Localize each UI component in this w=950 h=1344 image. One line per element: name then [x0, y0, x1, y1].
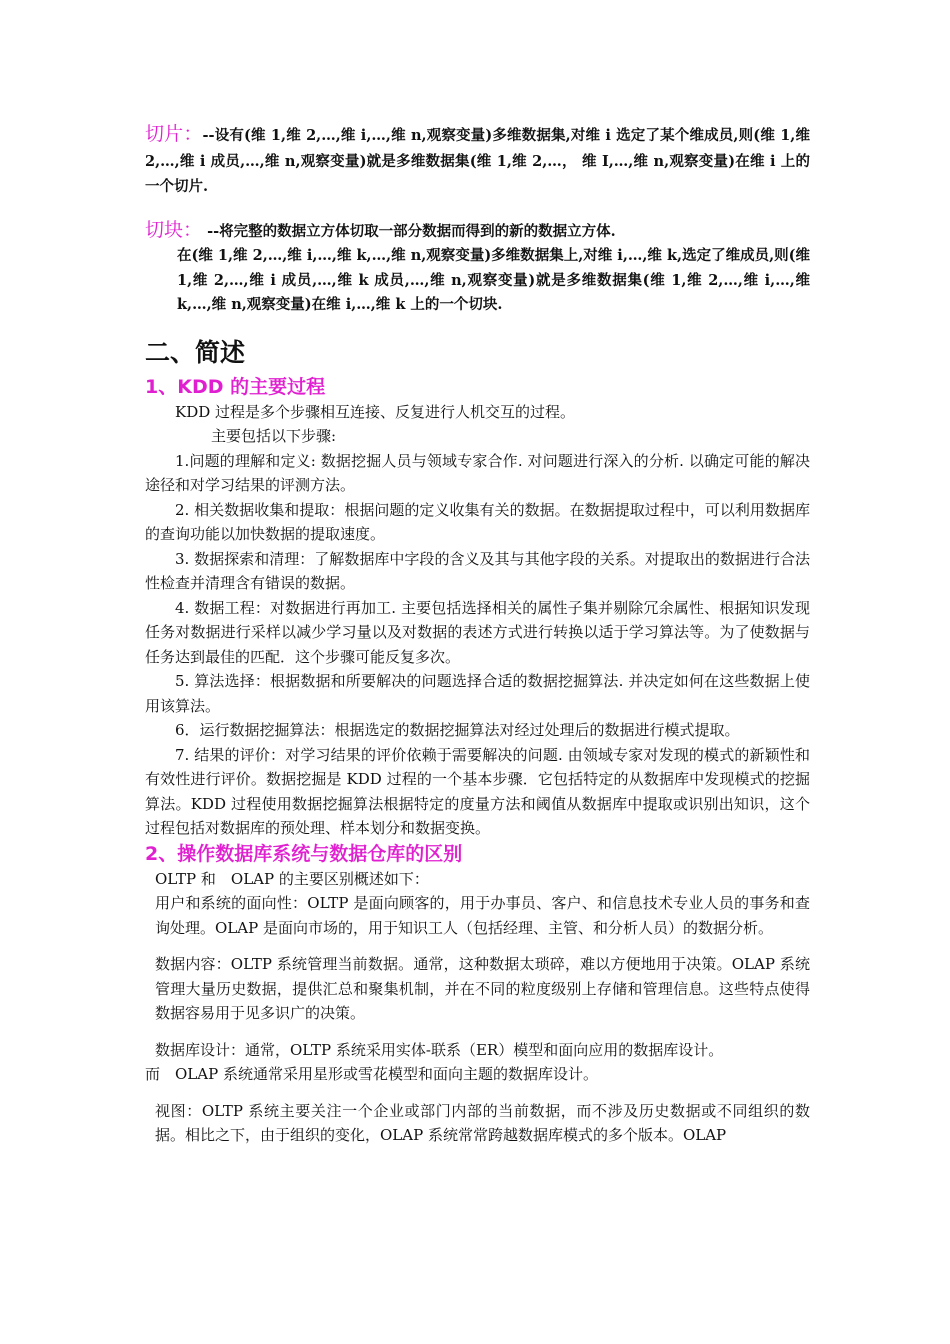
slice-label: 切片：: [145, 123, 203, 145]
oltp-intro: OLTP 和 OLAP 的主要区别概述如下：: [155, 869, 429, 888]
slice-definition: [145, 122, 810, 200]
kdd-step-6: 6．运行数据挖掘算法：根据选定的数据挖掘算法对经过处理后的数据进行模式提取。: [175, 721, 740, 739]
kdd-step-2: 2. 相关数据收集和提取：根据问题的定义收集有关的数据。在数据提取过程中，可以利用数据库的查询功能以加快数据的提取速度。: [145, 500, 810, 543]
dice-definition-line: [145, 218, 810, 245]
oltp-view: 视图：OLTP 系统主要关注一个企业或部门内部的当前数据，而不涉及历史数据或不同组织的数据。相比之下，由于组织的变化，OLAP 系统常常跨越数据库模式的多个版本。OLAP: [155, 1101, 810, 1144]
kdd-step-4: 4. 数据工程：对数据进行再加工. 主要包括选择相关的属性子集并剔除冗余属性、根据知识发现任务对数据进行采样以减少学习量以及对数据的表述方式进行转换以适于学习算法等。为了使数据与任务达到最佳的匹配．这个步骤可能反复多次。: [145, 598, 810, 666]
dice-text: 在(维 1,维 2,…,维 i,…,维 k,…,维 n,观察变量)多维数据集上,对维 i,…,维 k,选定了维成员,则(维 1,维 2,…,维 i 成员,…,维 k 成员,…,维 n,观察变量)就是多维数据集(维 1,维 2,…,维 i,…,维 k,…,维 n,观察变量)在维 i,…,维 k 上的一个切块.: [177, 247, 810, 313]
dice-line1: --将完整的数据立方体切取一部分数据而得到的新的数据立方体.: [202, 222, 616, 240]
kdd-step-7: 7. 结果的评价：对学习结果的评价依赖于需要解决的问题. 由领域专家对发现的模式的新颖性和有效性进行评价。数据挖掘是 KDD 过程的一个基本步骤．它包括特定的从数据库中发现模式的挖掘算法。KDD 过程使用数据挖掘算法根据特定的度量方法和阈值从数据库中提取或识别出知识，这个过程包括对数据库的预处理、样本划分和数据变换。: [145, 745, 810, 837]
kdd-step-3: 3. 数据探索和清理：了解数据库中字段的含义及其与其他字段的关系。对提取出的数据进行合法性检查并清理含有错误的数据。: [145, 549, 810, 592]
kdd-step-1: 1.问题的理解和定义: 数据挖掘人员与领域专家合作. 对问题进行深入的分析. 以确定可能的解决途径和对学习结果的评测方法。: [145, 451, 810, 494]
kdd-step-5: 5. 算法选择：根据数据和所要解决的问题选择合适的数据挖掘算法. 并决定如何在这些数据上使用该算法。: [145, 672, 810, 715]
kdd-intro: KDD 过程是多个步骤相互连接、反复进行人机交互的过程。: [175, 402, 576, 421]
document-body: [145, 122, 810, 1148]
oltp-db-design-olap: 而 OLAP 系统通常采用星形或雪花模型和面向主题的数据库设计。: [145, 1065, 598, 1083]
section-title: 二、简述: [145, 337, 246, 367]
dice-label: 切块：: [145, 218, 203, 241]
kdd-heading: 1、KDD 的主要过程: [145, 375, 326, 398]
slice-text: --设有(维 1,维 2,…,维 i,…,维 n,观察变量)多维数据集,对维 i 选定了某个维成员,则(维 1,维 2,…,维 i 成员,…,维 n,观察变量)就是多维数据集(维 1,维 2,…， 维 I,…,维 n,观察变量)在维 i 上的一个切片.: [145, 127, 810, 195]
oltp-heading: 2、操作数据库系统与数据仓库的区别: [145, 842, 463, 865]
oltp-data-content: 数据内容：OLTP 系统管理当前数据。通常，这种数据太琐碎，难以方便地用于决策。OLAP 系统管理大量历史数据，提供汇总和聚集机制，并在不同的粒度级别上存储和管理信息。这些特点使得数据容易用于见多识广的决策。: [155, 955, 810, 1022]
oltp-user-orientation: 用户和系统的面向性：OLTP 是面向顾客的，用于办事员、客户、和信息技术专业人员的事务和查询处理。OLAP 是面向市场的，用于知识工人（包括经理、主管、和分析人员）的数据分析。: [155, 894, 810, 937]
oltp-db-design: 数据库设计：通常，OLTP 系统采用实体-联系（ER）模型和面向应用的数据库设计。: [155, 1040, 724, 1059]
kdd-steps-intro: 主要包括以下步骤:: [211, 427, 337, 445]
